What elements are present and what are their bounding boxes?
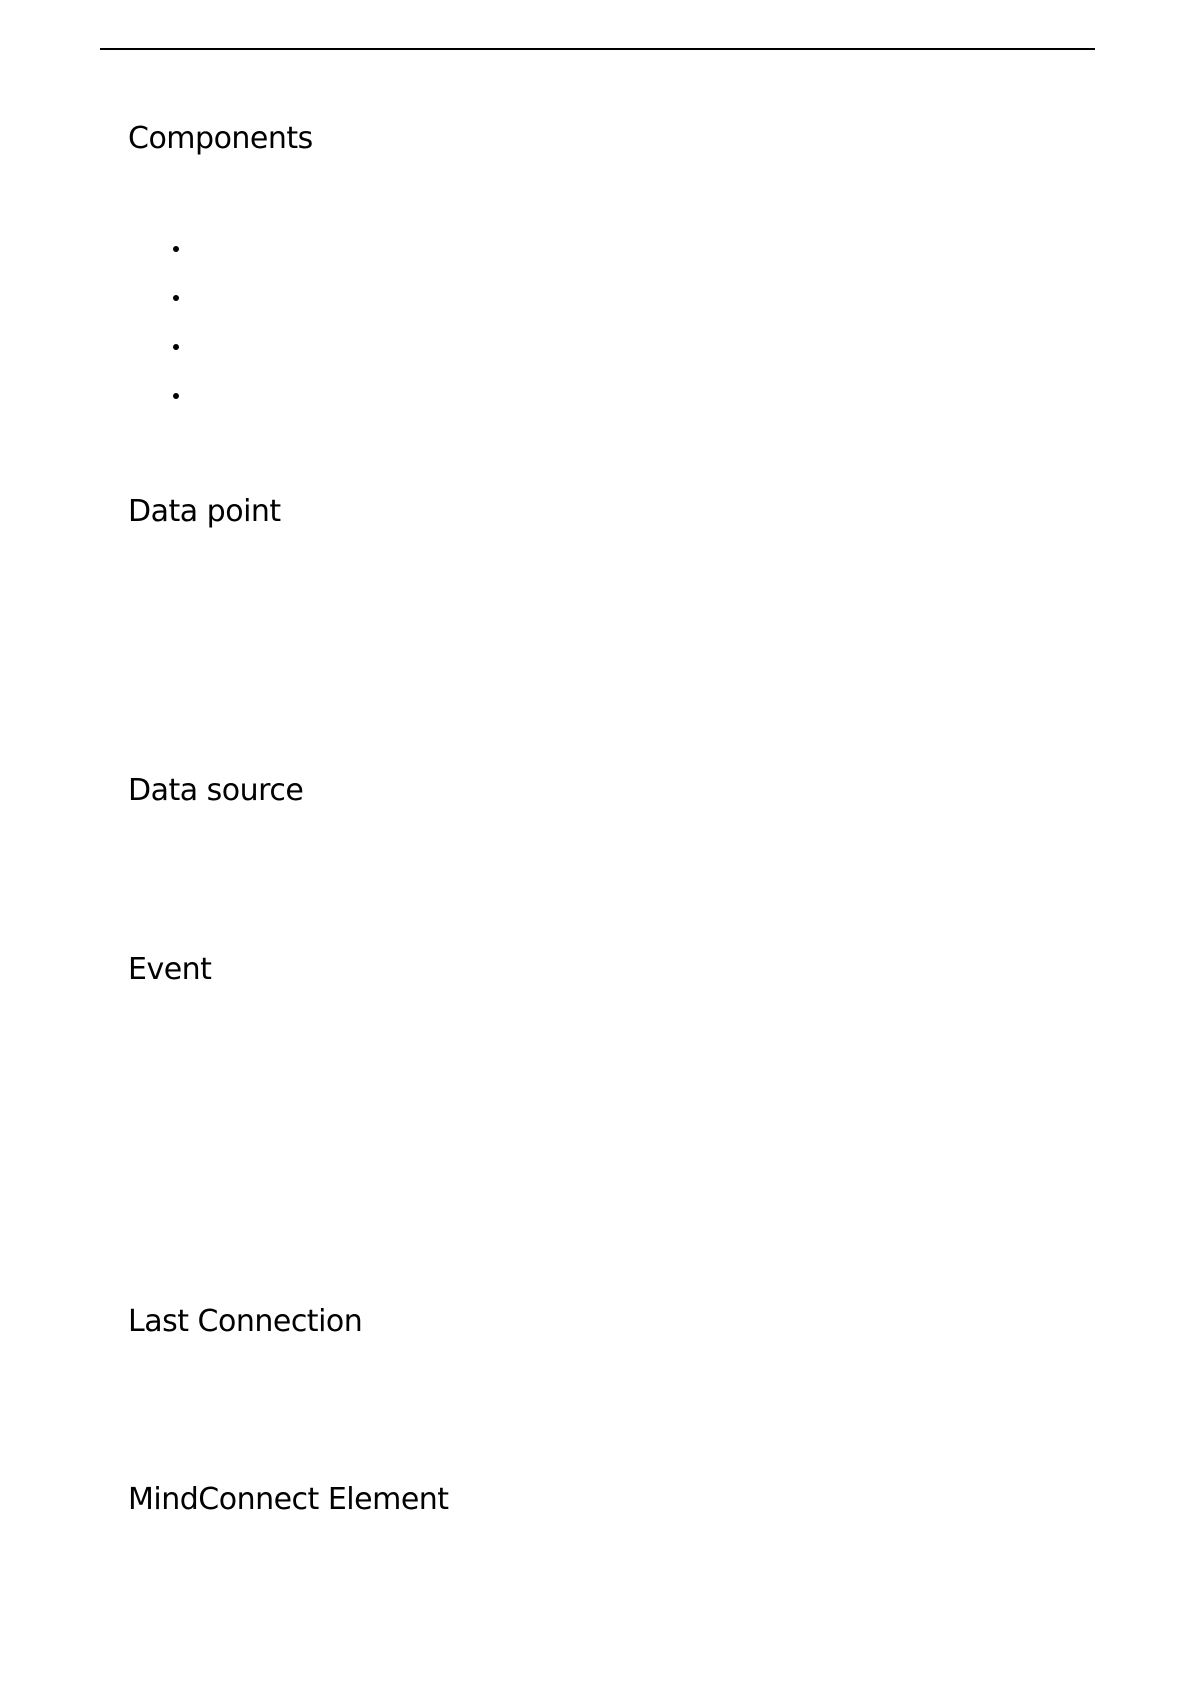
bullet-icon (173, 393, 179, 399)
heading-mindconnect-element: MindConnect Element (128, 1482, 449, 1517)
bullet-icon (173, 295, 179, 301)
bullet-icon (173, 344, 179, 350)
list-item (168, 328, 568, 377)
bullet-icon (173, 246, 179, 252)
heading-data-source: Data source (128, 773, 304, 808)
components-list (168, 230, 568, 426)
list-item (168, 230, 568, 279)
heading-data-point: Data point (128, 494, 281, 529)
heading-event: Event (128, 952, 212, 987)
list-item (168, 377, 568, 426)
list-item (168, 279, 568, 328)
heading-last-connection: Last Connection (128, 1304, 363, 1339)
header-rule (100, 48, 1095, 50)
heading-components: Components (128, 121, 313, 156)
